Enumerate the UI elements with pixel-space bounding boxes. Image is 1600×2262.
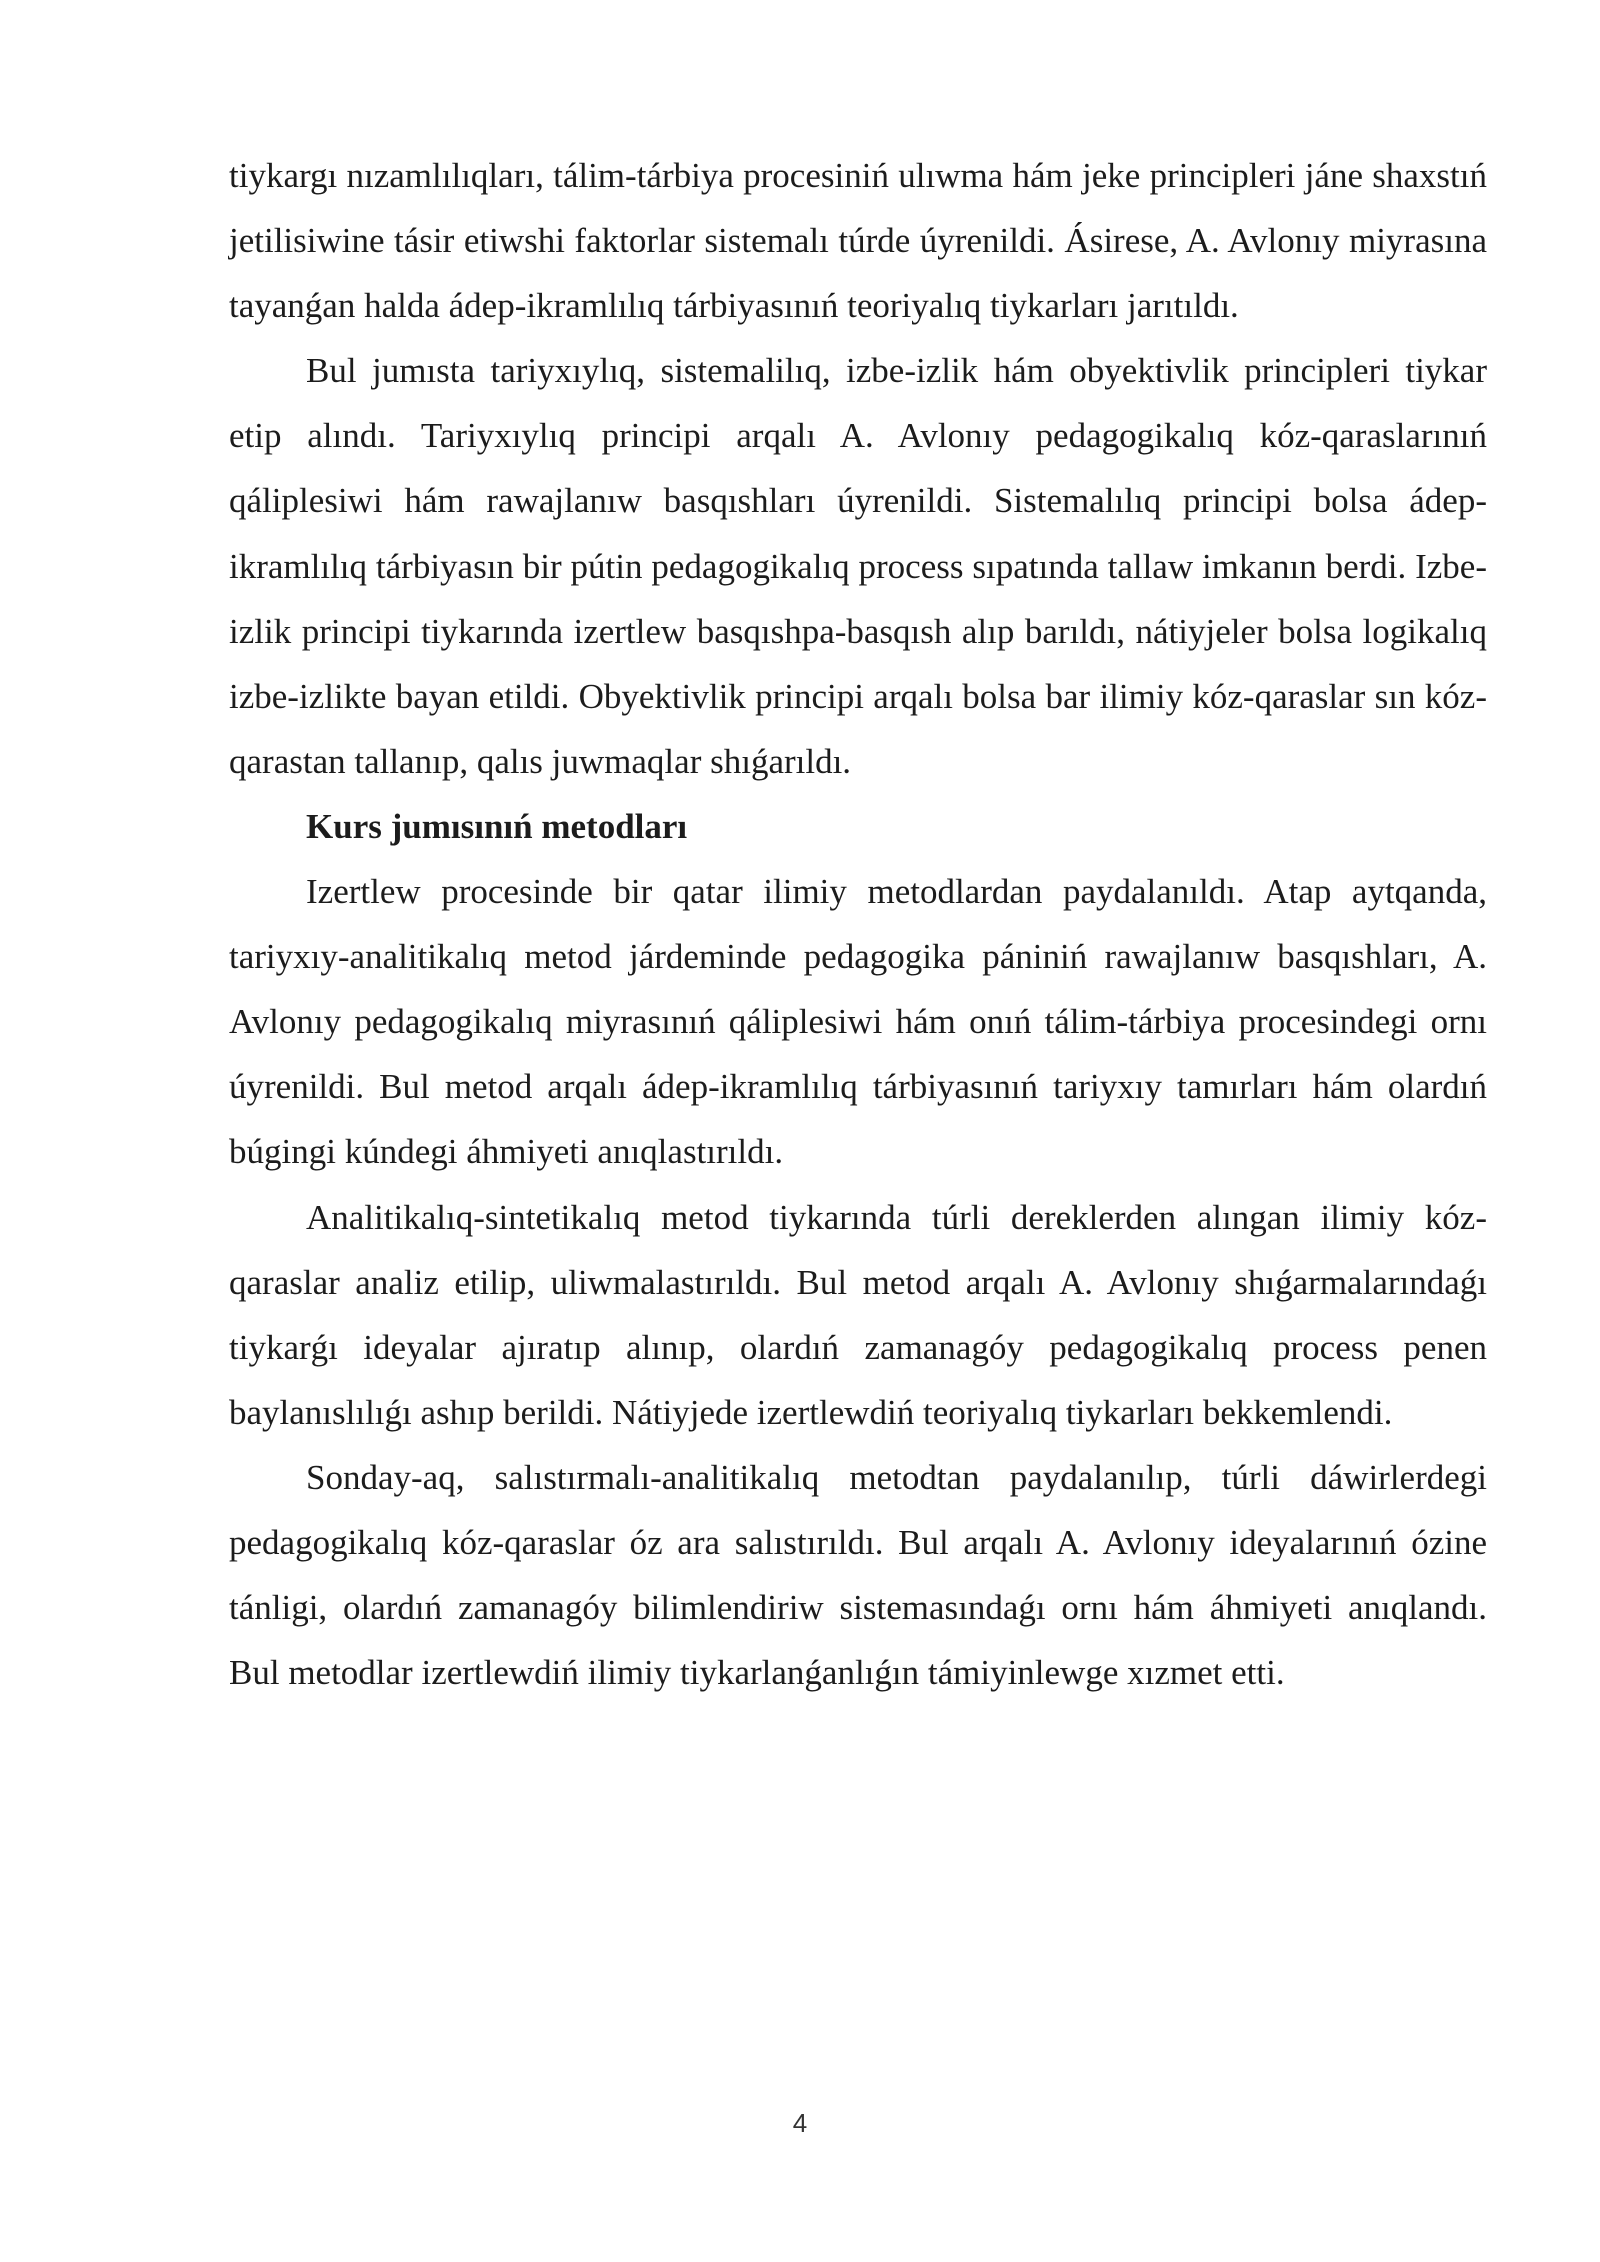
page-number: 4 <box>792 2108 808 2138</box>
paragraph-comparative: Sonday-aq, salıstırmalı-analitikalıq metodtan paydalanılıp, túrli dáwirlerdegi pedagogikalıq kóz-qaraslar óz ara salıstırıldı. Bul arqalı A. Avlonıy ideyalarınıń ózine tánligi, olardıń zamanagóy bilimlendiriw sistemasındaǵı ornı hám áhmiyeti anıqlandı. Bul metodlar izertlewdiń ilimiy tiykarlanǵanlıǵın támiyinlewge xızmet etti. <box>229 1457 1487 1693</box>
section-heading: Kurs jumısınıń metodları <box>306 806 688 846</box>
paragraph-analytic-synthetic: Analitikalıq-sintetikalıq metod tiykarında túrli dereklerden alıngan ilimiy kóz-qaraslar analiz etilip, uliwmalastırıldı. Bul metod arqalı A. Avlonıy shıǵarmalarındaǵı tiykarǵı ideyalar ajıratıp alınıp, olardıń zamanagóy pedagogikalıq process penen baylanıslılıǵı ashıp berildi. Nátiyjede izertlewdiń teoriyalıq tiykarları bekkemlendi. <box>229 1197 1487 1432</box>
paragraph-continuation: tiykargı nızamlılıqları, tálim-tárbiya procesiniń ulıwma hám jeke principleri jáne shaxstıń jetilisiwine tásir etiwshi faktorlar sistemalı túrde úyrenildi. Ásirese, A. Avlonıy miyrasına tayanǵan halda ádep-ikramlılıq tárbiyasınıń teoriyalıq tiykarları jarıtıldı. <box>229 156 1487 326</box>
paragraph-principles: Bul jumısta tariyxıylıq, sistemalilıq, izbe-izlik hám obyektivlik principleri tiykar etip alındı. Tariyxıylıq principi arqalı A. Avlonıy pedagogikalıq kóz-qaraslarınıń qáliplesiwi hám rawajlanıw basqıshları úyrenildi. Sistemalılıq principi bolsa ádep-ikramlılıq tárbiyasın bir pútin pedagogikalıq process sıpatında tallaw imkanın berdi. Izbe-izlik principi tiykarında izertlew basqıshpa-basqısh alıp barıldı, nátiyjeler bolsa logikalıq izbe-izlikte bayan etildi. Obyektivlik principi arqalı bolsa bar ilimiy kóz-qaraslar sın kóz-qarastan tallanıp, qalıs juwmaqlar shıǵarıldı. <box>229 351 1487 781</box>
document-body <box>229 143 1487 1705</box>
paragraph-methods-intro: Izertlew procesinde bir qatar ilimiy metodlardan paydalanıldı. Atap aytqanda, tariyxıy-analitikalıq metod járdeminde pedagogika pániniń rawajlanıw basqıshları, A. Avlonıy pedagogikalıq miyrasınıń qáliplesiwi hám onıń tálim-tárbiya procesindegi ornı úyrenildi. Bul metod arqalı ádep-ikramlılıq tárbiyasınıń tariyxıy tamırları hám olardıń búgingi kúndegi áhmiyeti anıqlastırıldı. <box>229 872 1487 1172</box>
